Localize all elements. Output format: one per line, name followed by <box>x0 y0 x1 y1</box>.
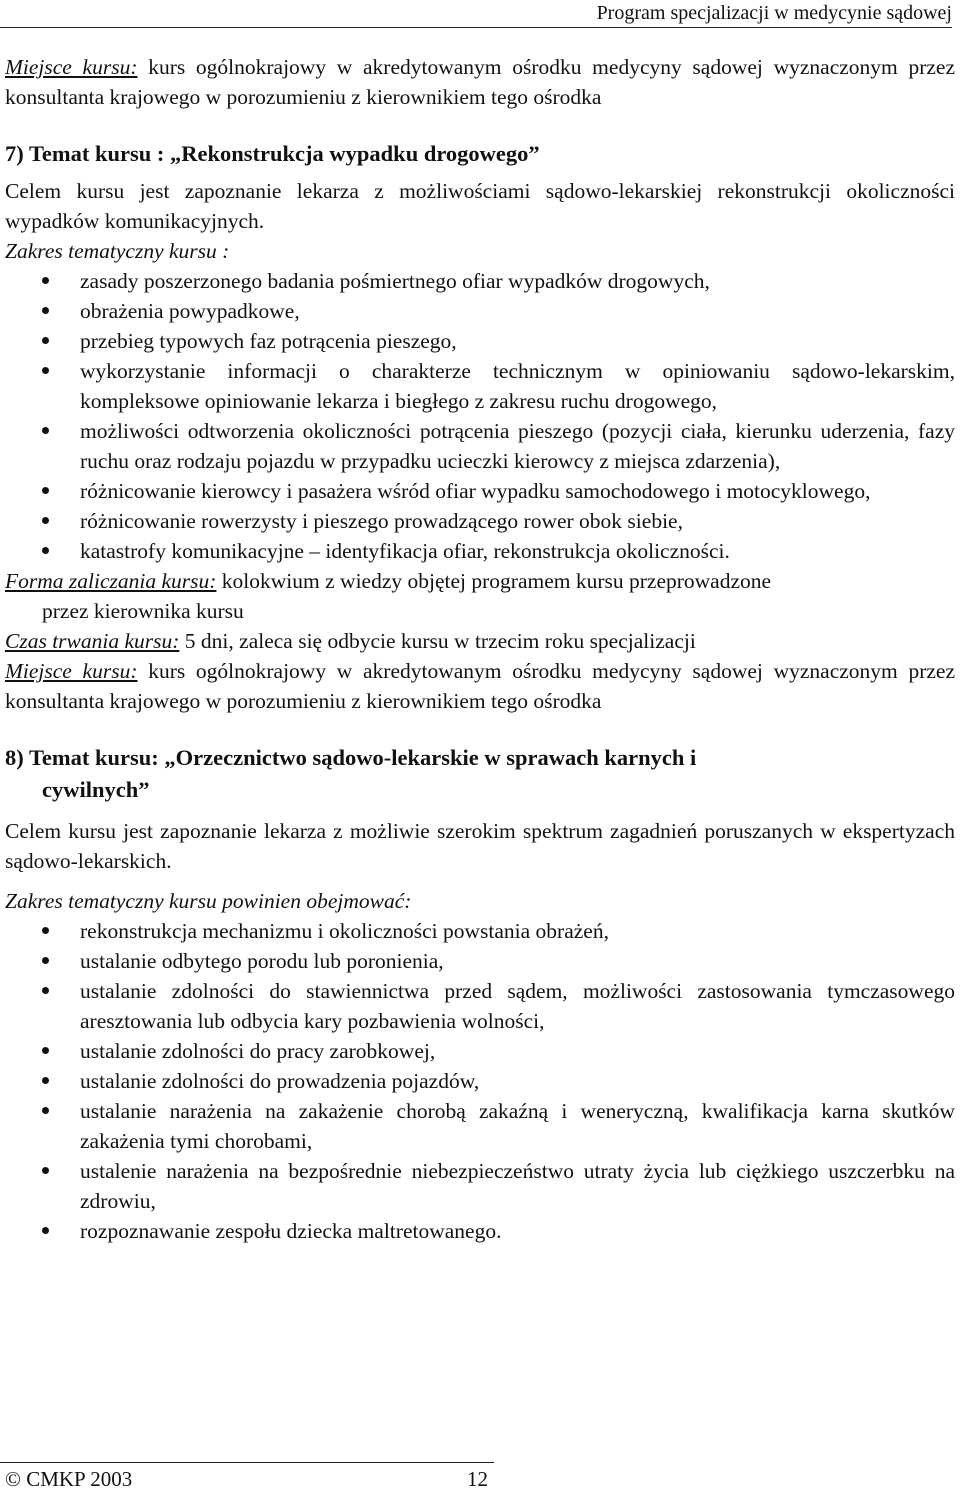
place-label: Miejsce kursu: <box>5 659 138 683</box>
list-item: możliwości odtworzenia okoliczności potrącenia pieszego (pozycji ciała, kierunku uderzenia, fazy ruchu oraz rodzaju pojazdu w przypadku ucieczki kierowcy z miejsca zdarzenia), <box>5 416 955 476</box>
bullet-icon <box>42 957 49 964</box>
page-content <box>5 52 955 1246</box>
course7-title: 7) Temat kursu : „Rekonstrukcja wypadku drogowego” <box>5 141 540 166</box>
course7-place: Miejsce kursu: kurs ogólnokrajowy w akredytowanym ośrodku medycyny sądowej wyznaczonym przez konsultanta krajowego w porozumieniu z kierownikiem tego ośrodka <box>5 659 955 713</box>
list-item: ustalanie zdolności do stawiennictwa przed sądem, możliwości zastosowania tymczasowego aresztowania lub odbycia kary pozbawienia wolności, <box>5 976 955 1036</box>
place-text: kurs ogólnokrajowy w akredytowanym ośrodku medycyny sądowej wyznaczonym przez konsultanta krajowego w porozumieniu z kierownikiem tego ośrodka <box>5 55 955 109</box>
bullet-icon <box>42 427 49 434</box>
bullet-icon <box>42 307 49 314</box>
list-item: różnicowanie kierowcy i pasażera wśród ofiar wypadku samochodowego i motocyklowego, <box>5 476 955 506</box>
bullet-icon <box>42 1107 49 1114</box>
bullet-icon <box>42 987 49 994</box>
list-item: katastrofy komunikacyjne – identyfikacja ofiar, rekonstrukcja okoliczności. <box>5 536 955 566</box>
list-item: ustalenie narażenia na bezpośrednie niebezpieczeństwo utraty życia lub ciężkiego uszczerbku na zdrowiu, <box>5 1156 955 1216</box>
course8-scope-label: Zakres tematyczny kursu powinien obejmować: <box>5 889 412 913</box>
bullet-icon <box>42 927 49 934</box>
bullet-icon <box>42 1227 49 1234</box>
footer-copyright: © CMKP 2003 <box>5 1467 133 1491</box>
course7-topic-list <box>5 266 955 566</box>
bullet-icon <box>42 547 49 554</box>
page-footer <box>5 1466 495 1492</box>
course6-place <box>5 52 955 112</box>
bullet-icon <box>42 517 49 524</box>
list-item: ustalanie zdolności do prowadzenia pojazdów, <box>5 1066 955 1096</box>
course8-title: 8) Temat kursu: „Orzecznictwo sądowo-lekarskie w sprawach karnych i cywilnych” <box>5 745 697 802</box>
course7-form-cont: przez kierownika kursu <box>42 599 244 623</box>
list-item: ustalanie odbytego porodu lub poronienia, <box>5 946 955 976</box>
list-item: ustalanie narażenia na zakażenie chorobą zakaźną i weneryczną, kwalifikacja karna skutków zakażenia tymi chorobami, <box>5 1096 955 1156</box>
footer-divider <box>0 1462 494 1463</box>
place-label: Miejsce kursu: <box>5 55 138 79</box>
course7-form: Forma zaliczania kursu: kolokwium z wiedzy objętej programem kursu przeprowadzone <box>5 569 772 593</box>
duration-label: Czas trwania kursu: <box>5 629 180 653</box>
list-item: obrażenia powypadkowe, <box>5 296 955 326</box>
list-item: rozpoznawanie zespołu dziecka maltretowanego. <box>5 1216 955 1246</box>
bullet-icon <box>42 277 49 284</box>
list-item: ustalanie zdolności do pracy zarobkowej, <box>5 1036 955 1066</box>
list-item: wykorzystanie informacji o charakterze technicznym w opiniowaniu sądowo-lekarskim, kompleksowe opiniowanie lekarza i biegłego z zakresu ruchu drogowego, <box>5 356 955 416</box>
header-title: Program specjalizacji w medycynie sądowej <box>596 2 952 24</box>
bullet-icon <box>42 487 49 494</box>
course7-duration: Czas trwania kursu: 5 dni, zaleca się odbycie kursu w trzecim roku specjalizacji <box>5 629 696 653</box>
course7-aim: Celem kursu jest zapoznanie lekarza z możliwościami sądowo-lekarskiej rekonstrukcji okoliczności wypadków komunikacyjnych. <box>5 179 955 233</box>
bullet-icon <box>42 1047 49 1054</box>
list-item: różnicowanie rowerzysty i pieszego prowadzącego rower obok siebie, <box>5 506 955 536</box>
form-label: Forma zaliczania kursu: <box>5 569 217 593</box>
course8-topic-list <box>5 916 955 1246</box>
bullet-icon <box>42 367 49 374</box>
course8-aim: Celem kursu jest zapoznanie lekarza z możliwie szerokim spektrum zagadnień poruszanych w ekspertyzach sądowo-lekarskich. <box>5 819 955 873</box>
course7-scope-label: Zakres tematyczny kursu : <box>5 239 230 263</box>
bullet-icon <box>42 337 49 344</box>
list-item: rekonstrukcja mechanizmu i okoliczności powstania obrażeń, <box>5 916 955 946</box>
bullet-icon <box>42 1167 49 1174</box>
bullet-icon <box>42 1077 49 1084</box>
page-number: 12 <box>467 1467 488 1491</box>
running-header <box>0 0 952 28</box>
list-item: zasady poszerzonego badania pośmiertnego ofiar wypadków drogowych, <box>5 266 955 296</box>
list-item: przebieg typowych faz potrącenia pieszego, <box>5 326 955 356</box>
